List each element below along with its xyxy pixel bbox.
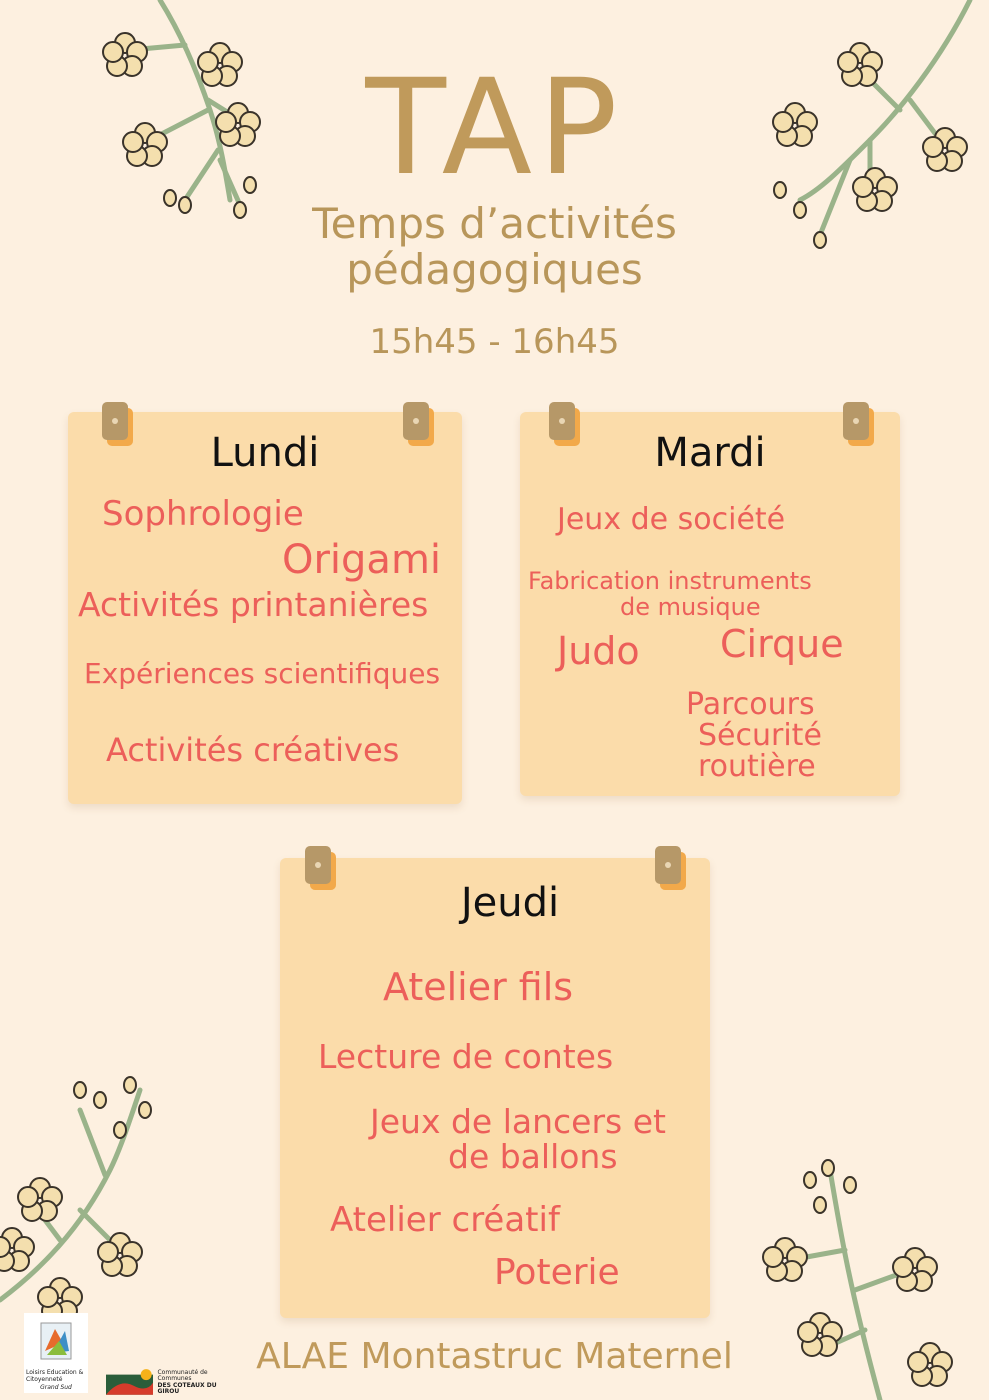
flower-branch-bottom-left-icon <box>0 1070 170 1320</box>
activity-item: Expériences scientifiques <box>84 657 441 690</box>
tape-icon <box>655 846 681 884</box>
day-title-lundi: Lundi <box>210 430 320 476</box>
leo-grand-sud-logo <box>24 1313 88 1393</box>
activity-item: Jeux de lancers et <box>370 1102 666 1141</box>
activity-item: Parcours <box>686 687 815 722</box>
logo1-line-1: Loisirs Education & Citoyenneté <box>24 1369 88 1384</box>
coteaux-du-girou-logo <box>106 1366 236 1396</box>
page-title: TAP <box>365 51 624 205</box>
activity-item: Judo <box>557 629 640 673</box>
tape-icon <box>305 846 331 884</box>
subtitle-line-1: Temps d’activités <box>312 199 677 248</box>
footer-text: ALAE Montastruc Maternel <box>256 1336 733 1377</box>
activity-item: Atelier créatif <box>330 1200 560 1240</box>
girou-logo-icon <box>106 1366 153 1396</box>
activity-item: Activités créatives <box>106 731 400 769</box>
logo1-line-2: Grand Sud <box>24 1384 88 1393</box>
activity-item: Activités printanières <box>78 585 429 624</box>
activity-item: Atelier fils <box>383 965 574 1009</box>
activity-item: de ballons <box>448 1137 618 1176</box>
leo-logo-icon <box>39 1321 73 1361</box>
activity-item: Sécurité <box>698 718 822 753</box>
activity-item: Jeux de société <box>557 502 786 537</box>
activity-item: Cirque <box>720 622 844 666</box>
activity-item: Origami <box>282 537 442 583</box>
activity-item: de musique <box>620 593 761 621</box>
day-title-mardi: Mardi <box>654 430 766 476</box>
day-title-jeudi: Jeudi <box>460 880 560 926</box>
activity-item: Fabrication instruments <box>528 567 812 595</box>
subtitle-line-2: pédagogiques <box>346 245 643 294</box>
activity-item: Poterie <box>494 1252 620 1293</box>
schedule-hours: 15h45 - 16h45 <box>369 322 620 362</box>
activity-item: routière <box>698 749 816 784</box>
activity-item: Sophrologie <box>102 494 304 534</box>
activity-item: Lecture de contes <box>318 1037 614 1076</box>
jeudi-card <box>280 858 710 1318</box>
logo2-line-1: Communauté de Communes <box>157 1368 208 1383</box>
logo2-line-2: DES COTEAUX DU GIROU <box>157 1381 217 1396</box>
